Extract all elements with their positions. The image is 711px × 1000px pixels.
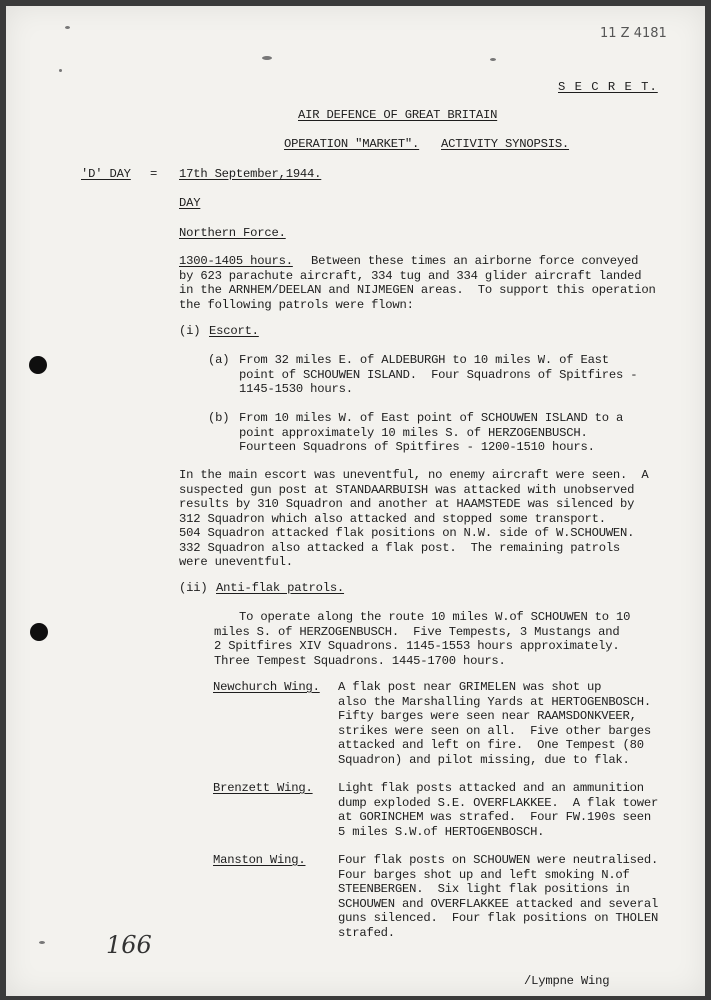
wing-report-line: 5 miles S.W.of HERTOGENBOSCH. [338, 824, 545, 839]
wing-report-line: dump exploded S.E. OVERFLAKKEE. A flak tower [338, 795, 659, 810]
punch-hole [30, 623, 48, 641]
paper-speck [262, 56, 272, 60]
operation-date: 17th September,1944. [179, 167, 322, 181]
intro-line: Between these times an airborne force conveyed [311, 254, 639, 268]
paper-speck [65, 26, 70, 29]
escort-item-line: Fourteen Squadrons of Spitfires - 1200-1510 hours. [239, 440, 595, 454]
wing-report-line: strikes were seen on all. Five other barges [338, 723, 652, 738]
intro-hours: 1300-1405 hours. [179, 254, 293, 268]
escort-item-label: (b) [208, 411, 230, 425]
wing-report-line: A flak post near GRIMELEN was shot up [338, 680, 602, 694]
wing-report-line: guns silenced. Four flak positions on THOLEN [338, 911, 659, 925]
antiflak-heading: Anti-flak patrols. [216, 581, 345, 595]
wing-report-line: Four barges shot up and left smoking N.of [338, 867, 630, 882]
escort-summary-line: results by 310 Squadron and another at HAAMSTEDE was silenced by [179, 497, 635, 511]
antiflak-intro-line: To operate along the route 10 miles W.of SCHOUWEN to 10 [239, 610, 631, 624]
antiflak-intro-line: Three Tempest Squadrons. 1445-1700 hours. [214, 653, 506, 668]
equals-sign: = [150, 167, 158, 181]
escort-heading: Escort. [209, 324, 259, 338]
escort-summary-line: In the main escort was uneventful, no enemy aircraft were seen. A [179, 468, 649, 482]
escort-item-label: (a) [208, 353, 230, 367]
intro-line: the following patrols were flown: [179, 297, 414, 312]
operation-name: OPERATION "MARKET". [284, 137, 420, 151]
wing-name-brenzett: Brenzett Wing. [213, 781, 313, 795]
wing-report-line: attacked and left on fire. One Tempest (80 [338, 738, 644, 752]
synopsis-title: ACTIVITY SYNOPSIS. [441, 137, 570, 151]
wing-report-line: SCHOUWEN and OVERFLAKKEE attacked and several [338, 896, 659, 911]
antiflak-intro-line: miles S. of HERZOGENBUSCH. Five Tempests, 3 Mustangs and [214, 624, 620, 639]
escort-summary-line: 332 Squadron also attacked a flak post. The remaining patrols [179, 540, 621, 555]
escort-item-line: point approximately 10 miles S. of HERZOGENBUSCH. [239, 425, 588, 440]
wing-report-line: STEENBERGEN. Six light flak positions in [338, 882, 630, 896]
escort-summary-line: suspected gun post at STANDAARBUISH was attacked with unobserved [179, 482, 635, 497]
escort-item-line: From 32 miles E. of ALDEBURGH to 10 miles W. of East [239, 353, 609, 367]
catchword: /Lympne Wing [524, 974, 610, 988]
paper-speck [59, 69, 62, 72]
escort-item-line: From 10 miles W. of East point of SCHOUWEN ISLAND to a [239, 411, 624, 425]
document-title: AIR DEFENCE OF GREAT BRITAIN [298, 108, 498, 122]
escort-item-line: 1145-1530 hours. [239, 382, 353, 396]
escort-summary-line: 504 Squadron attacked flak positions on N.W. side of W.SCHOUWEN. [179, 526, 635, 540]
section-northern-force: Northern Force. [179, 226, 286, 240]
reference-number: 11 Z 4181 [600, 26, 667, 41]
section-day: DAY [179, 196, 201, 210]
escort-number: (i) [179, 324, 201, 338]
wing-report-line: Four flak posts on SCHOUWEN were neutralised. [338, 853, 659, 867]
paper-speck [490, 58, 496, 61]
intro-line: by 623 parachute aircraft, 334 tug and 334 glider aircraft landed [179, 268, 642, 283]
wing-report-line: strafed. [338, 925, 395, 940]
day-label: 'D' DAY [81, 167, 131, 181]
wing-report-line: Fifty barges were seen near RAAMSDONKVEER, [338, 709, 637, 723]
paper-speck [39, 941, 45, 944]
antiflak-number: (ii) [179, 581, 208, 595]
wing-report-line: Light flak posts attacked and an ammunition [338, 781, 644, 795]
punch-hole [29, 356, 47, 374]
wing-report-line: Squadron) and pilot missing, due to flak. [338, 752, 630, 767]
document-page [6, 6, 705, 996]
escort-summary-line: were uneventful. [179, 555, 293, 569]
antiflak-intro-line: 2 Spitfires XIV Squadrons. 1145-1553 hours approximately. [214, 639, 620, 653]
folio-number: 166 [106, 931, 152, 959]
escort-item-line: point of SCHOUWEN ISLAND. Four Squadrons of Spitfires - [239, 367, 638, 382]
wing-name-manston: Manston Wing. [213, 853, 306, 867]
classification-marking: S E C R E T. [558, 80, 658, 94]
intro-line: in the ARNHEM/DEELAN and NIJMEGEN areas. To support this operation [179, 283, 656, 297]
wing-report-line: also the Marshalling Yards at HERTOGENBOSCH. [338, 694, 652, 709]
wing-name-newchurch: Newchurch Wing. [213, 680, 320, 694]
wing-report-line: at GORINCHEM was strafed. Four FW.190s seen [338, 810, 652, 824]
escort-summary-line: 312 Squadron which also attacked and stopped some transport. [179, 511, 606, 526]
